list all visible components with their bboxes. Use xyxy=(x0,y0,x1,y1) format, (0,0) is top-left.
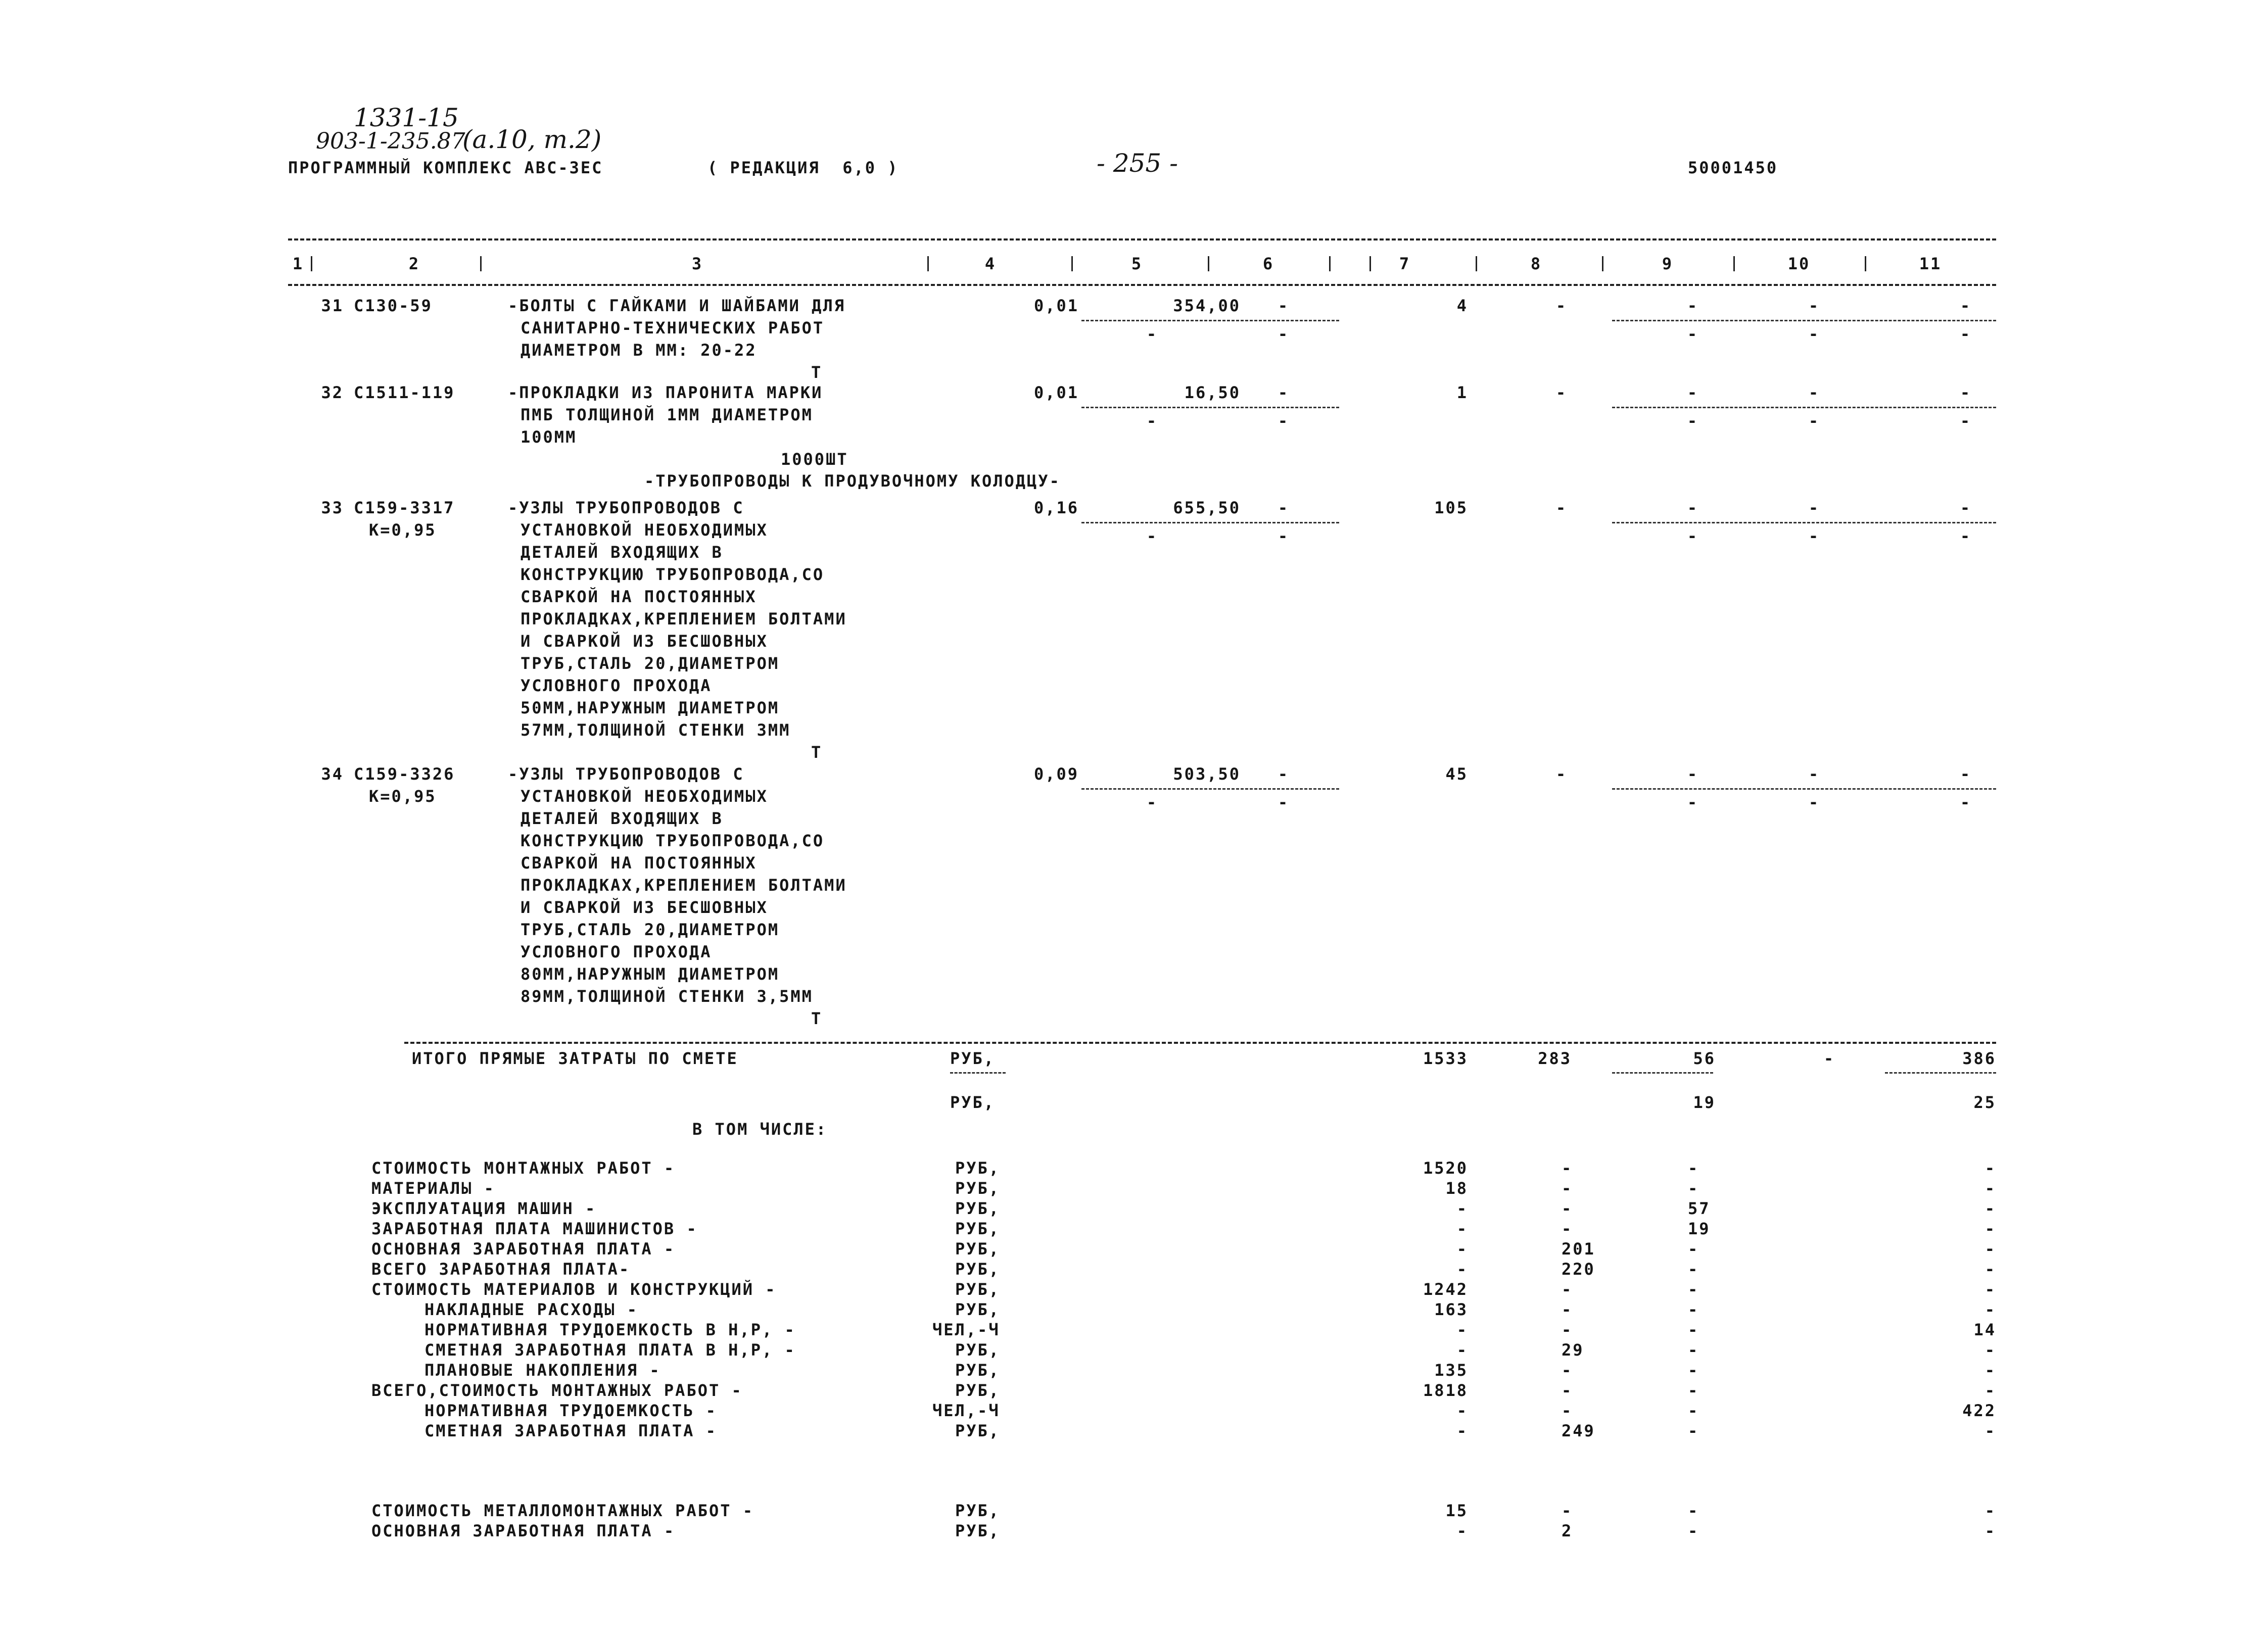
breakdown-col9: - xyxy=(1688,1501,1699,1520)
breakdown-unit: РУБ, xyxy=(955,1361,1001,1380)
unit-of-measure: Т xyxy=(811,363,823,382)
sub-rule xyxy=(1081,407,1339,408)
column-header-1: 1 xyxy=(292,254,304,273)
breakdown-unit: РУБ, xyxy=(955,1179,1001,1198)
column-header-10: 10 xyxy=(1787,254,1811,273)
breakdown-col9: - xyxy=(1688,1159,1699,1178)
breakdown-label: НОРМАТИВНАЯ ТРУДОЕМКОСТЬ - xyxy=(424,1401,717,1420)
breakdown-unit: ЧЕЛ,-Ч xyxy=(932,1320,1000,1339)
row-number: 34 xyxy=(321,764,344,784)
breakdown-col9: - xyxy=(1688,1521,1699,1540)
breakdown-col8: 2 xyxy=(1562,1521,1573,1540)
program-title: ПРОГРАММНЫЙ КОМПЛЕКС АВС-3ЕС xyxy=(288,158,603,177)
breakdown-col7: - xyxy=(1456,1521,1468,1540)
breakdown-col9: 57 xyxy=(1688,1199,1711,1218)
breakdown-col11: - xyxy=(1984,1280,1996,1299)
total-sub-rule xyxy=(1612,1072,1713,1074)
breakdown-col8: - xyxy=(1562,1199,1573,1218)
column-header-7: 7 xyxy=(1399,254,1411,273)
sub-rule xyxy=(1612,788,1996,790)
description-line: 100ММ xyxy=(521,427,577,447)
table-top-rule xyxy=(288,238,1996,240)
column-header-6: 6 xyxy=(1262,254,1274,273)
col10-value: - xyxy=(1808,498,1820,517)
description-line: ТРУБ,СТАЛЬ 20,ДИАМЕТРОМ xyxy=(521,654,780,673)
breakdown-col11: - xyxy=(1984,1381,1996,1400)
description-line: 57ММ,ТОЛЩИНОЙ СТЕНКИ 3ММ xyxy=(521,720,791,740)
breakdown-col7: 1818 xyxy=(1423,1381,1468,1400)
description-line: СВАРКОЙ НА ПОСТОЯННЫХ xyxy=(521,853,757,873)
sub-col6-value: - xyxy=(1278,793,1290,812)
col11-value: - xyxy=(1960,764,1972,784)
col7-value: 105 xyxy=(1434,498,1468,517)
total-col11: 386 xyxy=(1962,1049,1996,1068)
breakdown-col8: - xyxy=(1562,1361,1573,1380)
total-unit-2: РУБ, xyxy=(950,1093,996,1112)
column-divider xyxy=(927,256,929,271)
breakdown-col8: 29 xyxy=(1562,1340,1584,1360)
breakdown-col8: - xyxy=(1562,1300,1573,1319)
breakdown-col9: - xyxy=(1688,1300,1699,1319)
breakdown-col8: - xyxy=(1562,1320,1573,1339)
breakdown-col7: - xyxy=(1456,1199,1468,1218)
breakdown-col11: - xyxy=(1984,1239,1996,1259)
breakdown-col7: - xyxy=(1456,1340,1468,1360)
breakdown-label: НОРМАТИВНАЯ ТРУДОЕМКОСТЬ В Н,Р, - xyxy=(424,1320,796,1339)
breakdown-col11: - xyxy=(1984,1300,1996,1319)
breakdown-label: ОСНОВНАЯ ЗАРАБОТНАЯ ПЛАТА - xyxy=(371,1239,676,1259)
unit-price: 16,50 xyxy=(1184,383,1241,402)
breakdown-col11: - xyxy=(1984,1260,1996,1279)
column-divider xyxy=(1071,256,1073,271)
breakdown-col7: 135 xyxy=(1434,1361,1468,1380)
description-line: КОНСТРУКЦИЮ ТРУБОПРОВОДА,СО xyxy=(521,565,825,584)
col6-value: - xyxy=(1278,498,1290,517)
col8-value: - xyxy=(1555,498,1568,517)
sub-rule xyxy=(1612,407,1996,408)
totals-top-rule xyxy=(404,1042,1996,1044)
column-header-11: 11 xyxy=(1919,254,1942,273)
col10-value: - xyxy=(1808,296,1820,315)
col8-value: - xyxy=(1555,383,1568,402)
sub-col10-value: - xyxy=(1808,324,1820,344)
column-header-2: 2 xyxy=(408,254,420,273)
sub-col5-value: - xyxy=(1146,411,1158,430)
row-number: 33 xyxy=(321,498,344,517)
breakdown-col11: - xyxy=(1984,1159,1996,1178)
sub-col11-value: - xyxy=(1960,526,1972,546)
breakdown-unit: РУБ, xyxy=(955,1501,1001,1520)
description-line: КОНСТРУКЦИЮ ТРУБОПРОВОДА,СО xyxy=(521,831,825,850)
col9-value: - xyxy=(1687,498,1699,517)
handwritten-album-ref: (a.10, т.2) xyxy=(462,125,602,154)
sub-rule xyxy=(1081,320,1339,321)
description-line: 89ММ,ТОЛЩИНОЙ СТЕНКИ 3,5ММ xyxy=(521,987,813,1006)
quantity: 0,16 xyxy=(1033,498,1079,517)
breakdown-col9: - xyxy=(1688,1381,1699,1400)
col11-value: - xyxy=(1960,296,1972,315)
breakdown-unit: ЧЕЛ,-Ч xyxy=(932,1401,1000,1420)
description-line: -УЗЛЫ ТРУБОПРОВОДОВ С xyxy=(508,764,744,784)
handwritten-project-code: 903-1-235.87 xyxy=(316,128,465,154)
col10-value: - xyxy=(1808,764,1820,784)
description-line: -ПРОКЛАДКИ ИЗ ПАРОНИТА МАРКИ xyxy=(508,383,823,402)
total-sub-rule xyxy=(950,1072,1006,1074)
breakdown-unit: РУБ, xyxy=(955,1260,1001,1279)
resource-code: С130-59 xyxy=(354,296,433,315)
breakdown-col7: 1520 xyxy=(1423,1159,1468,1178)
breakdown-col7: - xyxy=(1456,1239,1468,1259)
breakdown-label: СТОИМОСТЬ МОНТАЖНЫХ РАБОТ - xyxy=(371,1159,676,1178)
breakdown-unit: РУБ, xyxy=(955,1199,1001,1218)
breakdown-col11: - xyxy=(1984,1501,1996,1520)
breakdown-col8: 249 xyxy=(1562,1421,1595,1440)
description-line: ПМБ ТОЛЩИНОЙ 1ММ ДИАМЕТРОМ xyxy=(521,405,813,424)
breakdown-col7: 1242 xyxy=(1423,1280,1468,1299)
resource-code: С159-3317 xyxy=(354,498,455,517)
column-divider xyxy=(311,256,312,271)
col6-value: - xyxy=(1278,764,1290,784)
sub-rule xyxy=(1081,788,1339,790)
breakdown-label: ЗАРАБОТНАЯ ПЛАТА МАШИНИСТОВ - xyxy=(371,1219,698,1238)
coefficient: К=0,95 xyxy=(369,787,437,806)
description-line: САНИТАРНО-ТЕХНИЧЕСКИХ РАБОТ xyxy=(521,318,825,337)
unit-of-measure: Т xyxy=(811,743,823,762)
breakdown-col7: - xyxy=(1456,1421,1468,1440)
col6-value: - xyxy=(1278,296,1290,315)
breakdown-label: НАКЛАДНЫЕ РАСХОДЫ - xyxy=(424,1300,639,1319)
total-col10: - xyxy=(1823,1049,1835,1068)
breakdown-unit: РУБ, xyxy=(955,1300,1001,1319)
breakdown-col9: - xyxy=(1688,1260,1699,1279)
sub-col6-value: - xyxy=(1278,411,1290,430)
document-code: 50001450 xyxy=(1688,158,1778,177)
breakdown-label: СТОИМОСТЬ МЕТАЛЛОМОНТАЖНЫХ РАБОТ - xyxy=(371,1501,754,1520)
description-line: УСТАНОВКОЙ НЕОБХОДИМЫХ xyxy=(521,520,768,540)
total-col9-b: 19 xyxy=(1693,1093,1716,1112)
total-col7: 1533 xyxy=(1423,1049,1468,1068)
breakdown-label: СМЕТНАЯ ЗАРАБОТНАЯ ПЛАТА В Н,Р, - xyxy=(424,1340,796,1360)
description-line: УСЛОВНОГО ПРОХОДА xyxy=(521,676,712,695)
col7-value: 45 xyxy=(1445,764,1468,784)
column-header-5: 5 xyxy=(1131,254,1143,273)
column-divider xyxy=(480,256,482,271)
breakdown-unit: РУБ, xyxy=(955,1340,1001,1360)
breakdown-col7: - xyxy=(1456,1219,1468,1238)
col9-value: - xyxy=(1687,764,1699,784)
col11-value: - xyxy=(1960,498,1972,517)
section-title: -ТРУБОПРОВОДЫ К ПРОДУВОЧНОМУ КОЛОДЦУ- xyxy=(644,471,1061,491)
breakdown-label: ОСНОВНАЯ ЗАРАБОТНАЯ ПЛАТА - xyxy=(371,1521,676,1540)
column-header-4: 4 xyxy=(984,254,997,273)
sub-rule xyxy=(1612,320,1996,321)
description-line: ПРОКЛАДКАХ,КРЕПЛЕНИЕМ БОЛТАМИ xyxy=(521,609,847,629)
unit-price: 655,50 xyxy=(1173,498,1241,517)
description-line: И СВАРКОЙ ИЗ БЕСШОВНЫХ xyxy=(521,898,768,917)
handwritten-doc-number: 1331-15 xyxy=(354,103,459,132)
breakdown-label: СТОИМОСТЬ МАТЕРИАЛОВ И КОНСТРУКЦИЙ - xyxy=(371,1280,777,1299)
sub-col9-value: - xyxy=(1687,411,1699,430)
description-line: СВАРКОЙ НА ПОСТОЯННЫХ xyxy=(521,587,757,606)
edition-label: ( РЕДАКЦИЯ 6,0 ) xyxy=(707,158,899,177)
description-line: 50ММ,НАРУЖНЫМ ДИАМЕТРОМ xyxy=(521,698,780,717)
quantity: 0,01 xyxy=(1033,383,1079,402)
sub-col11-value: - xyxy=(1960,411,1972,430)
breakdown-col11: - xyxy=(1984,1521,1996,1540)
description-line: -БОЛТЫ С ГАЙКАМИ И ШАЙБАМИ ДЛЯ xyxy=(508,296,845,315)
column-divider xyxy=(1208,256,1209,271)
breakdown-col8: - xyxy=(1562,1159,1573,1178)
total-col11-b: 25 xyxy=(1973,1093,1996,1112)
col9-value: - xyxy=(1687,296,1699,315)
breakdown-col11: - xyxy=(1984,1421,1996,1440)
breakdown-label: ЭКСПЛУАТАЦИЯ МАШИН - xyxy=(371,1199,597,1218)
breakdown-col7: - xyxy=(1456,1401,1468,1420)
sub-col5-value: - xyxy=(1146,793,1158,812)
quantity: 0,01 xyxy=(1033,296,1079,315)
breakdown-col9: - xyxy=(1688,1361,1699,1380)
breakdown-col9: 19 xyxy=(1688,1219,1711,1238)
breakdown-col11: - xyxy=(1984,1219,1996,1238)
breakdown-label: МАТЕРИАЛЫ - xyxy=(371,1179,495,1198)
breakdown-col7: 163 xyxy=(1434,1300,1468,1319)
col8-value: - xyxy=(1555,296,1568,315)
breakdown-col9: - xyxy=(1688,1320,1699,1339)
breakdown-col11: 14 xyxy=(1973,1320,1996,1339)
sub-col6-value: - xyxy=(1278,526,1290,546)
description-line: И СВАРКОЙ ИЗ БЕСШОВНЫХ xyxy=(521,632,768,651)
unit-of-measure: Т xyxy=(811,1009,823,1028)
sub-col9-value: - xyxy=(1687,526,1699,546)
breakdown-col8: - xyxy=(1562,1501,1573,1520)
breakdown-col11: - xyxy=(1984,1361,1996,1380)
description-line: УСЛОВНОГО ПРОХОДА xyxy=(521,942,712,961)
breakdown-col7: - xyxy=(1456,1260,1468,1279)
breakdown-col9: - xyxy=(1688,1239,1699,1259)
sub-col5-value: - xyxy=(1146,526,1158,546)
breakdown-unit: РУБ, xyxy=(955,1239,1001,1259)
column-divider xyxy=(1733,256,1735,271)
column-divider xyxy=(1329,256,1331,271)
breakdown-unit: РУБ, xyxy=(955,1521,1001,1540)
sub-col11-value: - xyxy=(1960,793,1972,812)
col7-value: 4 xyxy=(1456,296,1468,315)
table-header-bottom-rule xyxy=(288,284,1996,286)
breakdown-unit: РУБ, xyxy=(955,1421,1001,1440)
description-line: ПРОКЛАДКАХ,КРЕПЛЕНИЕМ БОЛТАМИ xyxy=(521,876,847,895)
description-line: -УЗЛЫ ТРУБОПРОВОДОВ С xyxy=(508,498,744,517)
unit-price: 503,50 xyxy=(1173,764,1241,784)
description-line: 80ММ,НАРУЖНЫМ ДИАМЕТРОМ xyxy=(521,964,780,984)
including-label: В ТОМ ЧИСЛЕ: xyxy=(692,1120,828,1139)
breakdown-label: ПЛАНОВЫЕ НАКОПЛЕНИЯ - xyxy=(424,1361,661,1380)
sub-rule xyxy=(1612,522,1996,523)
breakdown-col8: 220 xyxy=(1562,1260,1595,1279)
breakdown-col11: - xyxy=(1984,1179,1996,1198)
col6-value: - xyxy=(1278,383,1290,402)
sub-rule xyxy=(1081,522,1339,523)
breakdown-unit: РУБ, xyxy=(955,1381,1001,1400)
sub-col9-value: - xyxy=(1687,793,1699,812)
breakdown-col8: - xyxy=(1562,1179,1573,1198)
coefficient: К=0,95 xyxy=(369,520,437,540)
breakdown-label: СМЕТНАЯ ЗАРАБОТНАЯ ПЛАТА - xyxy=(424,1421,717,1440)
unit-of-measure: 1000ШТ xyxy=(781,450,848,469)
breakdown-col11: - xyxy=(1984,1340,1996,1360)
breakdown-unit: РУБ, xyxy=(955,1280,1001,1299)
breakdown-col8: 201 xyxy=(1562,1239,1595,1259)
description-line: УСТАНОВКОЙ НЕОБХОДИМЫХ xyxy=(521,787,768,806)
breakdown-label: ВСЕГО,СТОИМОСТЬ МОНТАЖНЫХ РАБОТ - xyxy=(371,1381,743,1400)
breakdown-col11: - xyxy=(1984,1199,1996,1218)
column-header-9: 9 xyxy=(1662,254,1674,273)
breakdown-unit: РУБ, xyxy=(955,1159,1001,1178)
total-col9: 56 xyxy=(1693,1049,1716,1068)
sub-col5-value: - xyxy=(1146,324,1158,344)
column-divider xyxy=(1476,256,1477,271)
sub-col9-value: - xyxy=(1687,324,1699,344)
col10-value: - xyxy=(1808,383,1820,402)
description-line: ДИАМЕТРОМ В ММ: 20-22 xyxy=(521,341,757,360)
col11-value: - xyxy=(1960,383,1972,402)
breakdown-col7: 15 xyxy=(1445,1501,1468,1520)
total-col8: 283 xyxy=(1538,1049,1572,1068)
column-header-8: 8 xyxy=(1530,254,1542,273)
col8-value: - xyxy=(1555,764,1568,784)
description-line: ДЕТАЛЕЙ ВХОДЯЩИХ В xyxy=(521,543,723,562)
breakdown-col9: - xyxy=(1688,1179,1699,1198)
breakdown-col8: - xyxy=(1562,1219,1573,1238)
total-sub-rule xyxy=(1885,1072,1996,1074)
column-divider xyxy=(1865,256,1866,271)
col7-value: 1 xyxy=(1456,383,1468,402)
breakdown-col9: - xyxy=(1688,1421,1699,1440)
column-divider xyxy=(1602,256,1603,271)
breakdown-col8: - xyxy=(1562,1401,1573,1420)
sub-col10-value: - xyxy=(1808,526,1820,546)
column-header-3: 3 xyxy=(691,254,703,273)
resource-code: С1511-119 xyxy=(354,383,455,402)
breakdown-col8: - xyxy=(1562,1280,1573,1299)
breakdown-col9: - xyxy=(1688,1340,1699,1360)
breakdown-unit: РУБ, xyxy=(955,1219,1001,1238)
description-line: ТРУБ,СТАЛЬ 20,ДИАМЕТРОМ xyxy=(521,920,780,939)
breakdown-label: ВСЕГО ЗАРАБОТНАЯ ПЛАТА- xyxy=(371,1260,631,1279)
breakdown-col9: - xyxy=(1688,1401,1699,1420)
breakdown-col9: - xyxy=(1688,1280,1699,1299)
col9-value: - xyxy=(1687,383,1699,402)
resource-code: С159-3326 xyxy=(354,764,455,784)
total-unit: РУБ, xyxy=(950,1049,996,1068)
unit-price: 354,00 xyxy=(1173,296,1241,315)
row-number: 31 xyxy=(321,296,344,315)
sub-col6-value: - xyxy=(1278,324,1290,344)
description-line: ДЕТАЛЕЙ ВХОДЯЩИХ В xyxy=(521,809,723,828)
quantity: 0,09 xyxy=(1033,764,1079,784)
column-divider xyxy=(1369,256,1371,271)
sub-col11-value: - xyxy=(1960,324,1972,344)
handwritten-page-number: - 255 - xyxy=(1097,149,1178,178)
sub-col10-value: - xyxy=(1808,793,1820,812)
breakdown-col7: 18 xyxy=(1445,1179,1468,1198)
sub-col10-value: - xyxy=(1808,411,1820,430)
breakdown-col7: - xyxy=(1456,1320,1468,1339)
breakdown-col11: 422 xyxy=(1962,1401,1996,1420)
total-label: ИТОГО ПРЯМЫЕ ЗАТРАТЫ ПО СМЕТЕ xyxy=(412,1049,738,1068)
breakdown-col8: - xyxy=(1562,1381,1573,1400)
row-number: 32 xyxy=(321,383,344,402)
